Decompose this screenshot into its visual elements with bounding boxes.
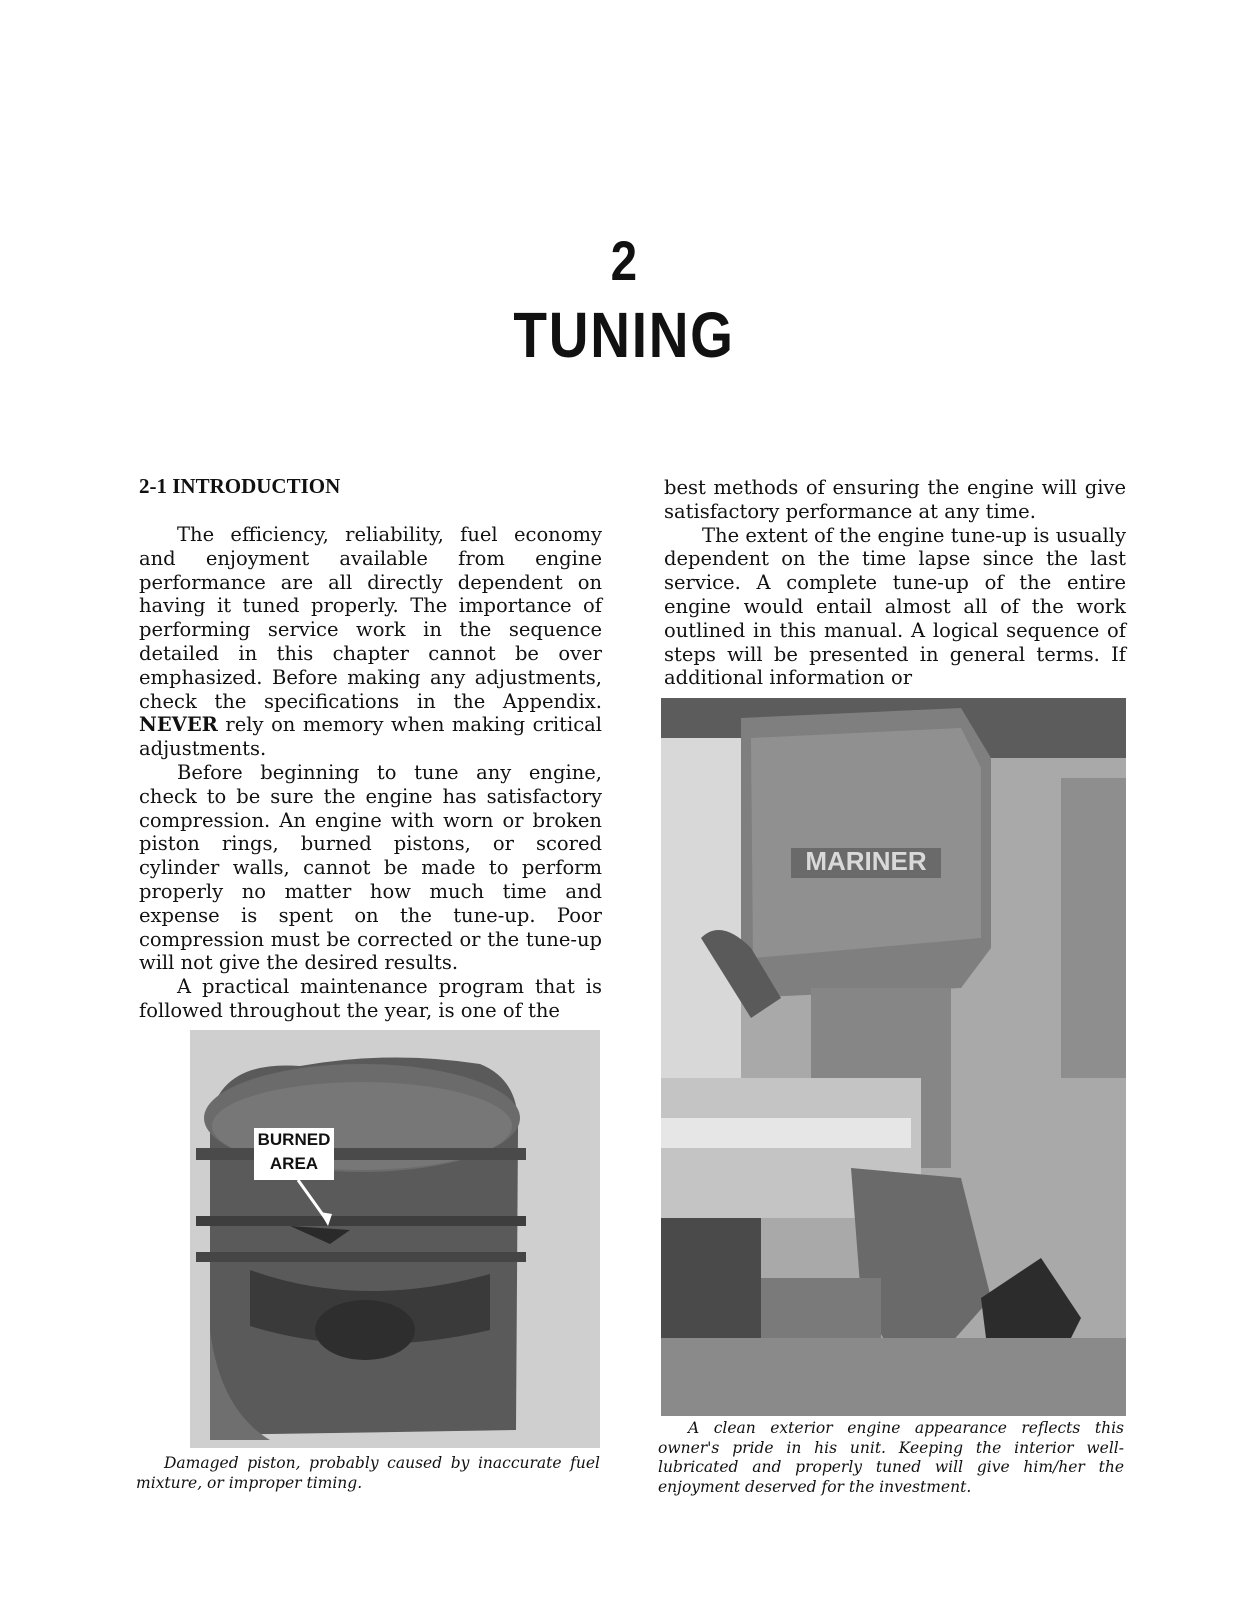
callout-line-2: AREA xyxy=(269,1154,319,1173)
paragraph-efficiency xyxy=(139,523,602,761)
outboard-engine-photo xyxy=(661,698,1126,1416)
callout-line-1: BURNED xyxy=(257,1130,331,1149)
right-column xyxy=(664,476,1126,690)
piston-illustration xyxy=(190,1030,600,1448)
piston-caption: Damaged piston, probably caused by inaccurate fuel mixture, or improper timing. xyxy=(136,1454,600,1492)
paragraph-maintenance: A practical maintenance program that is followed throughout the year, is one of the xyxy=(139,975,602,1022)
left-column xyxy=(139,472,602,1023)
chapter-title: TUNING xyxy=(513,299,735,371)
burned-area-callout xyxy=(254,1128,334,1180)
paragraph-compression: Before beginning to tune any engine, check to be sure the engine has satisfactory compression. An engine with worn or broken piston rings, burned pistons, or scored cylinder walls, cannot be made to perform properly no matter how much time and expense is spent on the tune-up. Poor compression must be corrected or the tune-up will not give the desired results. xyxy=(139,760,602,975)
damaged-piston-photo xyxy=(190,1030,600,1448)
paragraph-tune-up-extent: The extent of the engine tune-up is usually dependent on the time lapse since the last service. A complete tune-up of the entire engine would entail almost all of the work outlined in this manual. A logical sequence of steps will be presented in general terms. If additional information or xyxy=(664,523,1126,690)
paragraph-efficiency-text-2: rely on memory when making critical adjustments. xyxy=(139,713,602,761)
engine-caption: A clean exterior engine appearance reflects this owner's pride in his unit. Keeping the interior well-lubricated and properly tuned will give him/her the enjoyment deserved for the investment. xyxy=(658,1419,1124,1496)
section-heading: 2-1 INTRODUCTION xyxy=(139,474,341,498)
engine-illustration xyxy=(661,698,1126,1416)
paragraph-efficiency-text-1: The efficiency, reliability, fuel economy and enjoyment available from engine performance are all directly dependent on having it tuned properly. The importance of performing service work in the sequence detailed in this chapter cannot be over emphasized. Before making any adjustments, check the specifications in the Appendix. xyxy=(139,523,602,713)
paragraph-maintenance-continued: best methods of ensuring the engine will give satisfactory performance at any time. xyxy=(664,476,1126,523)
engine-brand-text: MARINER xyxy=(805,846,927,876)
never-emphasis: NEVER xyxy=(139,713,218,737)
chapter-number: 2 xyxy=(610,229,638,292)
